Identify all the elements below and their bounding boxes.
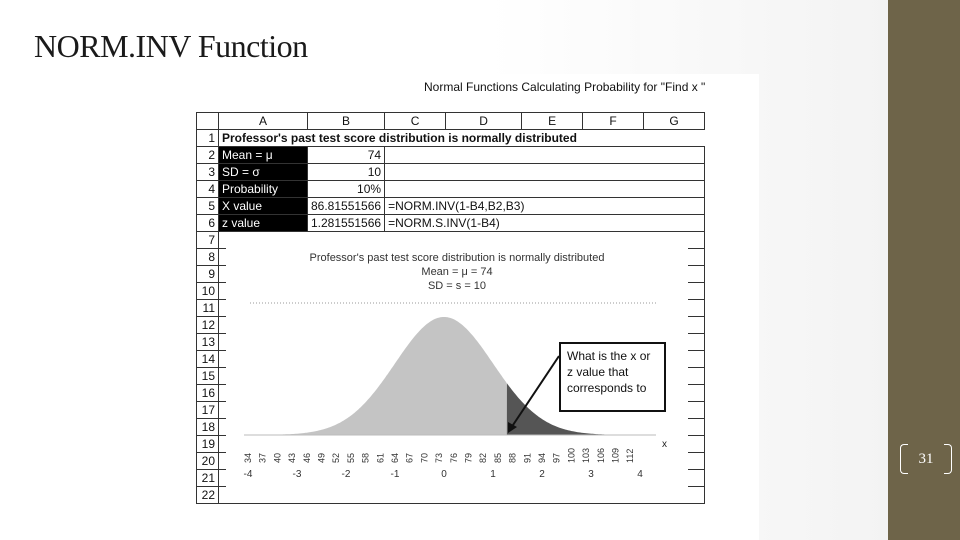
row-number: 18 [197,419,219,436]
empty-cell [385,181,705,198]
row-number: 13 [197,334,219,351]
x-tick-label: 49 [316,452,327,463]
z-tick-label: -1 [390,469,400,480]
x-tick-label: 112 [625,448,636,463]
row-number: 22 [197,487,219,504]
row-number: 3 [197,164,219,181]
empty-cell [385,147,705,164]
distribution-curve [248,317,507,435]
x-tick-label: 85 [492,452,503,463]
z-tick-label: 2 [539,469,545,480]
z-tick-label: -3 [292,469,302,480]
cell-b2: 74 [308,147,385,164]
figure-title: Normal Functions Calculating Probability for "Find x " [424,80,706,94]
x-tick-label: 58 [360,452,371,463]
x-axis-label: x [662,439,667,450]
chart-title [226,251,688,293]
callout-box: What is the x or z value that corresponds to [559,342,666,412]
corner-cell [197,113,219,130]
cell-c5: =NORM.INV(1-B4,B2,B3) [385,198,705,215]
row-number: 10 [197,283,219,300]
z-tick-label: 3 [588,469,594,480]
cell-a1: Professor's past test score distribution is normally distributed [219,130,705,147]
empty-row [219,487,705,504]
row-number: 8 [197,249,219,266]
table-row [197,215,705,232]
z-tick-label: 0 [441,469,447,480]
column-header-b: B [308,113,385,130]
cell-b5: 86.81551566 [308,198,385,215]
row-number: 19 [197,436,219,453]
x-tick-label: 100 [566,447,577,463]
table-row [197,181,705,198]
row-number: 2 [197,147,219,164]
x-tick-label: 91 [522,452,533,463]
z-tick-labels [244,469,644,480]
table-row [197,147,705,164]
x-tick-label: 70 [419,452,430,463]
row-number: 5 [197,198,219,215]
column-header-g: G [644,113,705,130]
row-number: 6 [197,215,219,232]
x-tick-label: 76 [448,452,459,463]
row-number: 20 [197,453,219,470]
x-tick-label: 109 [610,447,621,463]
z-tick-label: -4 [243,469,253,480]
row-number: 9 [197,266,219,283]
cell-a6: z value [219,215,308,232]
row-number: 17 [197,402,219,419]
x-tick-label: 34 [243,452,253,463]
column-header-a: A [219,113,308,130]
x-tick-label: 52 [331,452,342,463]
table-row [197,487,705,504]
cell-a2: Mean = μ [219,147,308,164]
table-row [197,164,705,181]
z-tick-label: -2 [341,469,351,480]
column-header-d: D [446,113,522,130]
row-number: 16 [197,385,219,402]
chart-sd-label: SD = s = 10 [427,280,487,292]
x-tick-label: 37 [257,452,268,463]
cell-c6: =NORM.S.INV(1-B4) [385,215,705,232]
z-tick-label: 1 [490,469,496,480]
column-header-f: F [583,113,644,130]
x-tick-label: 94 [537,452,547,463]
x-tick-label: 103 [581,447,592,463]
row-number: 12 [197,317,219,334]
empty-cell [385,164,705,181]
cell-b6: 1.281551566 [308,215,385,232]
column-header-row [197,113,705,130]
row-number: 1 [197,130,219,147]
x-tick-label: 67 [404,452,415,463]
row-number: 15 [197,368,219,385]
x-tick-label: 64 [390,452,400,463]
x-tick-label: 43 [287,452,298,463]
z-tick-label: 4 [637,469,643,480]
row-number: 4 [197,181,219,198]
chart-mean-label: Mean = μ = 74 [421,266,493,278]
column-header-c: C [385,113,446,130]
x-tick-label: 40 [272,452,283,463]
x-tick-label: 106 [595,447,606,463]
page-number: 31 [900,444,952,474]
x-tick-label: 82 [478,452,489,463]
cell-a5: X value [219,198,308,215]
cell-a3: SD = σ [219,164,308,181]
x-tick-labels [243,448,635,463]
table-row [197,198,705,215]
slide-title: NORM.INV Function [34,28,308,64]
x-tick-label: 55 [345,452,356,463]
cell-b3: 10 [308,164,385,181]
row-number: 7 [197,232,219,249]
row-number: 14 [197,351,219,368]
row-number: 11 [197,300,219,317]
cell-b4: 10% [308,181,385,198]
x-tick-label: 88 [507,452,518,463]
chart-title-line: Professor's past test score distribution is normally distributed [309,252,605,264]
table-row [197,130,705,147]
x-tick-label: 73 [434,452,445,463]
row-number: 21 [197,470,219,487]
x-tick-label: 97 [551,452,562,463]
column-header-e: E [522,113,583,130]
x-tick-label: 46 [301,452,312,463]
x-tick-label: 79 [463,452,474,463]
cell-a4: Probability [219,181,308,198]
x-tick-label: 61 [375,452,386,463]
